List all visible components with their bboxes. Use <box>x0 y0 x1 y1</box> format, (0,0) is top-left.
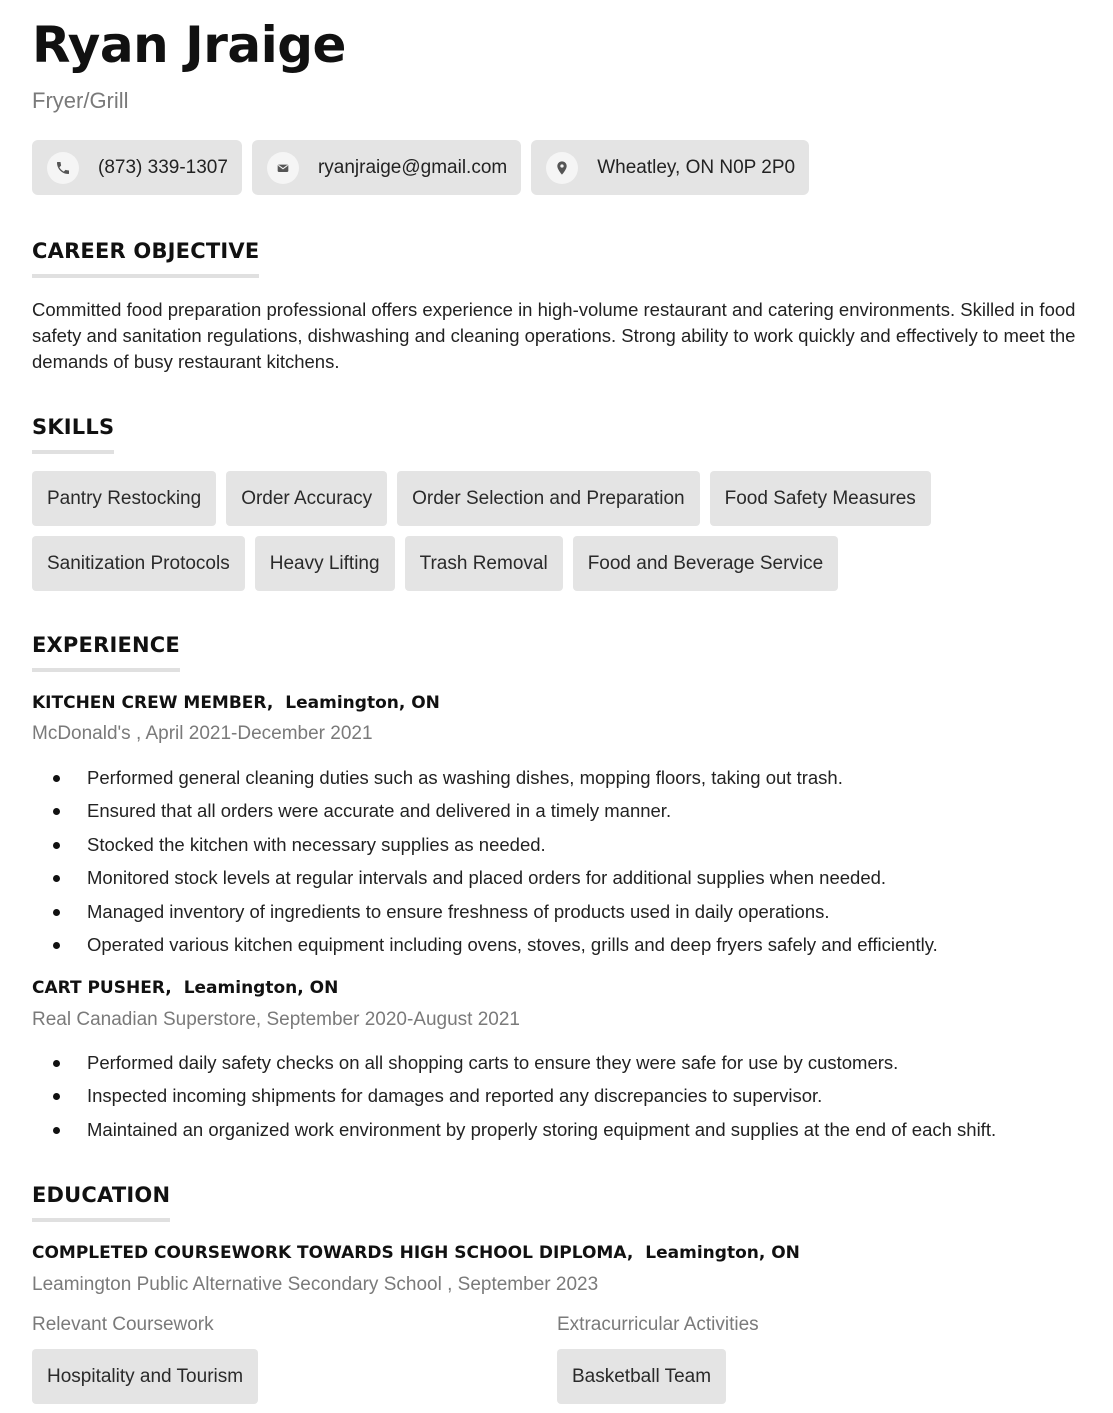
coursework-tag: Hospitality and Tourism <box>32 1349 258 1404</box>
skill-tag: Sanitization Protocols <box>32 536 245 591</box>
contact-phone <box>32 140 242 195</box>
job-company-line <box>32 1008 520 1032</box>
list-item: Inspected incoming shipments for damages and reported any discrepancies to supervisor. <box>32 1079 1092 1112</box>
job-location: Leamington, ON <box>285 693 440 713</box>
job-heading <box>32 692 440 714</box>
job-duties-list <box>32 761 1092 961</box>
school-line <box>32 1273 598 1297</box>
contact-location <box>531 140 809 195</box>
skill-tag: Trash Removal <box>405 536 563 591</box>
list-item: Managed inventory of ingredients to ensure freshness of products used in daily operations. <box>32 895 1092 928</box>
contact-email <box>252 140 521 195</box>
list-item: Maintained an organized work environment by properly storing equipment and supplies at the end of each shift. <box>32 1113 1092 1146</box>
objective-text: Committed food preparation professional offers experience in high-volume restaurant and catering environments. Skilled in food safety and sanitation regulations, dishwashing and cleaning operations. Strong ability to work quickly and effectively to meet the demands of busy restaurant kitchens. <box>32 299 1076 372</box>
education-date: September 2023 <box>457 1274 599 1295</box>
section-title-skills: SKILLS <box>32 414 114 454</box>
job-location: Leamington, ON <box>183 978 339 998</box>
email-address: ryanjraige@gmail.com <box>317 156 508 178</box>
list-item: Stocked the kitchen with necessary supplies as needed. <box>32 828 1092 861</box>
section-title-experience: EXPERIENCE <box>32 632 180 672</box>
job-company: Real Canadian Superstore, <box>32 1009 262 1030</box>
coursework-label: Relevant Coursework <box>32 1314 214 1335</box>
phone-icon <box>47 152 79 184</box>
list-item: Performed general cleaning duties such as washing dishes, mopping floors, taking out trash. <box>32 761 1092 794</box>
job-company-line <box>32 722 373 746</box>
degree: COMPLETED COURSEWORK TOWARDS HIGH SCHOOL DIPLOMA, <box>32 1243 634 1263</box>
list-item: Operated various kitchen equipment including ovens, stoves, grills and deep fryers safely and efficiently. <box>32 928 1092 961</box>
skill-tag: Order Selection and Preparation <box>397 471 700 526</box>
list-item: Ensured that all orders were accurate and delivered in a timely manner. <box>32 794 1092 827</box>
skill-tag: Order Accuracy <box>226 471 387 526</box>
job-heading <box>32 977 338 999</box>
list-item: Monitored stock levels at regular intervals and placed orders for additional supplies when needed. <box>32 861 1092 894</box>
section-title-objective: CAREER OBJECTIVE <box>32 238 259 278</box>
education-heading <box>32 1242 800 1264</box>
job-role: CART PUSHER, <box>32 978 172 998</box>
candidate-name: Ryan Jraige <box>32 16 346 74</box>
list-item: Performed daily safety checks on all shopping carts to ensure they were safe for use by customers. <box>32 1046 1092 1079</box>
contact-bar <box>32 140 809 195</box>
skill-tag: Food Safety Measures <box>710 471 931 526</box>
location-icon <box>546 152 578 184</box>
job-dates: April 2021-December 2021 <box>145 723 373 744</box>
education-location: Leamington, ON <box>645 1243 800 1263</box>
location-text: Wheatley, ON N0P 2P0 <box>597 156 796 178</box>
activity-tag: Basketball Team <box>557 1349 726 1404</box>
job-dates: September 2020-August 2021 <box>266 1009 520 1030</box>
skill-tag: Pantry Restocking <box>32 471 216 526</box>
skill-tag: Food and Beverage Service <box>573 536 839 591</box>
job-duties-list <box>32 1046 1092 1146</box>
skill-tag: Heavy Lifting <box>255 536 395 591</box>
phone-number: (873) 339-1307 <box>98 156 228 178</box>
job-title: Fryer/Grill <box>32 88 129 113</box>
section-title-education: EDUCATION <box>32 1182 170 1222</box>
job-company: McDonald's , <box>32 723 142 744</box>
email-icon <box>267 152 299 184</box>
school-name: Leamington Public Alternative Secondary School , <box>32 1274 453 1295</box>
skills-list <box>32 471 1092 601</box>
activities-label: Extracurricular Activities <box>557 1314 759 1335</box>
job-role: KITCHEN CREW MEMBER, <box>32 693 274 713</box>
